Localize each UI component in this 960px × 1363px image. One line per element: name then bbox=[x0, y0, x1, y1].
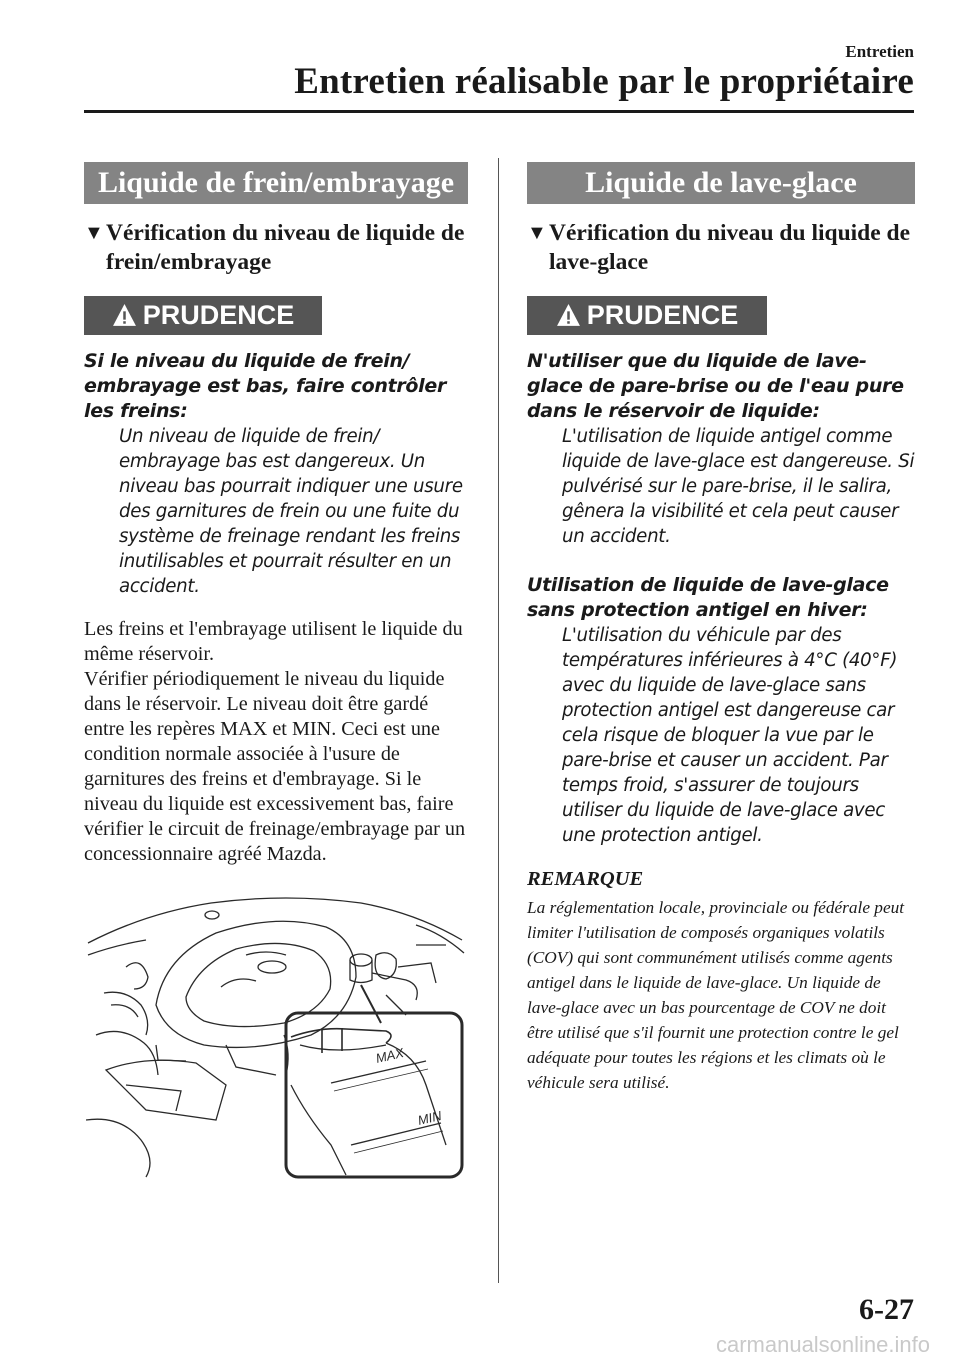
subheading-text: Vérification du niveau du liquide de lave-glace bbox=[549, 220, 911, 275]
min-mark-label: MIN bbox=[416, 1107, 443, 1128]
warning-title-1: N'utiliser que du liquide de lave-glace de pare-brise ou de l'eau pure dans le réservoir de liquide: bbox=[527, 350, 904, 422]
caution-label: PRUDENCE bbox=[142, 300, 295, 330]
warning-triangle-icon bbox=[112, 303, 137, 328]
warning-body-2: L'utilisation du véhicule par des températures inférieures à 4°C (40°F) avec du liquide de lave-glace sans protection antigel est dangereuse car cela risque de bloquer la vue par le pare-brise et causer un accident. Par temps froid, s'assurer de toujours utiliser du liquide de lave-glace avec une protection antigel. bbox=[562, 625, 898, 846]
subheading-text: Vérification du niveau de liquide de frein/embrayage bbox=[106, 220, 465, 275]
note-title: REMARQUE bbox=[527, 868, 644, 890]
warning-title: Si le niveau du liquide de frein/ embrayage est bas, faire contrôler les freins: bbox=[84, 350, 447, 422]
watermark: carmanualsonline.info bbox=[715, 1332, 930, 1357]
paragraph-2: Vérifier périodiquement le niveau du liquide dans le réservoir. Le niveau doit être gardé entre les repères MAX et MIN. Ceci est une condition normale associée à l'usure de garnitures des freins et d'embrayage. Si le niveau du liquide est excessivement bas, faire vérifier le circuit de freinage/embrayage par un concessionnaire agréé Mazda. bbox=[84, 668, 466, 865]
caution-label: PRUDENCE bbox=[586, 300, 739, 330]
triangle-bullet-icon: ▼ bbox=[527, 222, 547, 244]
column-divider bbox=[498, 158, 499, 1283]
paragraph-1: Les freins et l'embrayage utilisent le liquide du même réservoir. bbox=[84, 618, 463, 665]
section-band-washer-fluid: Liquide de lave-glace bbox=[527, 162, 915, 204]
left-column bbox=[84, 162, 468, 867]
reservoir-diagram bbox=[86, 885, 470, 1180]
warning-triangle-icon bbox=[556, 303, 581, 328]
page-number: 6-27 bbox=[859, 1293, 914, 1326]
caution-banner bbox=[527, 296, 767, 335]
warning-title-2: Utilisation de liquide de lave-glace sans protection antigel en hiver: bbox=[527, 574, 889, 621]
subheading-washer-fluid bbox=[527, 219, 915, 277]
page-title: Entretien réalisable par le propriétaire bbox=[294, 61, 914, 102]
warning-body-1: L'utilisation de liquide antigel comme liquide de lave-glace est dangereuse. Si pulvérisé sur le pare-brise, il le salira, gênera la visibilité et cela peut causer un accident. bbox=[562, 426, 915, 547]
warning-body: Un niveau de liquide de frein/ embrayage bas est dangereux. Un niveau bas pourrait indiquer une usure des garnitures de frein ou une fuite du système de freinage rendant les freins inutilisables et pourrait résulter en un accident. bbox=[119, 426, 463, 597]
triangle-bullet-icon: ▼ bbox=[84, 222, 104, 244]
subheading-brake-fluid bbox=[84, 219, 468, 277]
max-mark-label: MAX bbox=[374, 1044, 406, 1066]
engine-bay-illustration bbox=[86, 885, 470, 1180]
right-column bbox=[527, 162, 915, 1095]
header-rule bbox=[84, 110, 914, 113]
section-band-brake-fluid: Liquide de frein/embrayage bbox=[84, 162, 468, 204]
note-body: La réglementation locale, provinciale ou fédérale peut limiter l'utilisation de composés organiques volatils (COV) qui sont communément utilisés comme agents antigel dans le liquide de lave-glace. Un liquide de lave-glace avec un bas pourcentage de COV ne doit être utilisé que s'il fournit une protection contre le gel adéquate pour toutes les régions et les climats où le véhicule sera utilisé. bbox=[527, 898, 905, 1092]
header-section-label: Entretien bbox=[845, 42, 914, 61]
caution-banner bbox=[84, 296, 322, 335]
body-paragraph bbox=[84, 617, 468, 867]
